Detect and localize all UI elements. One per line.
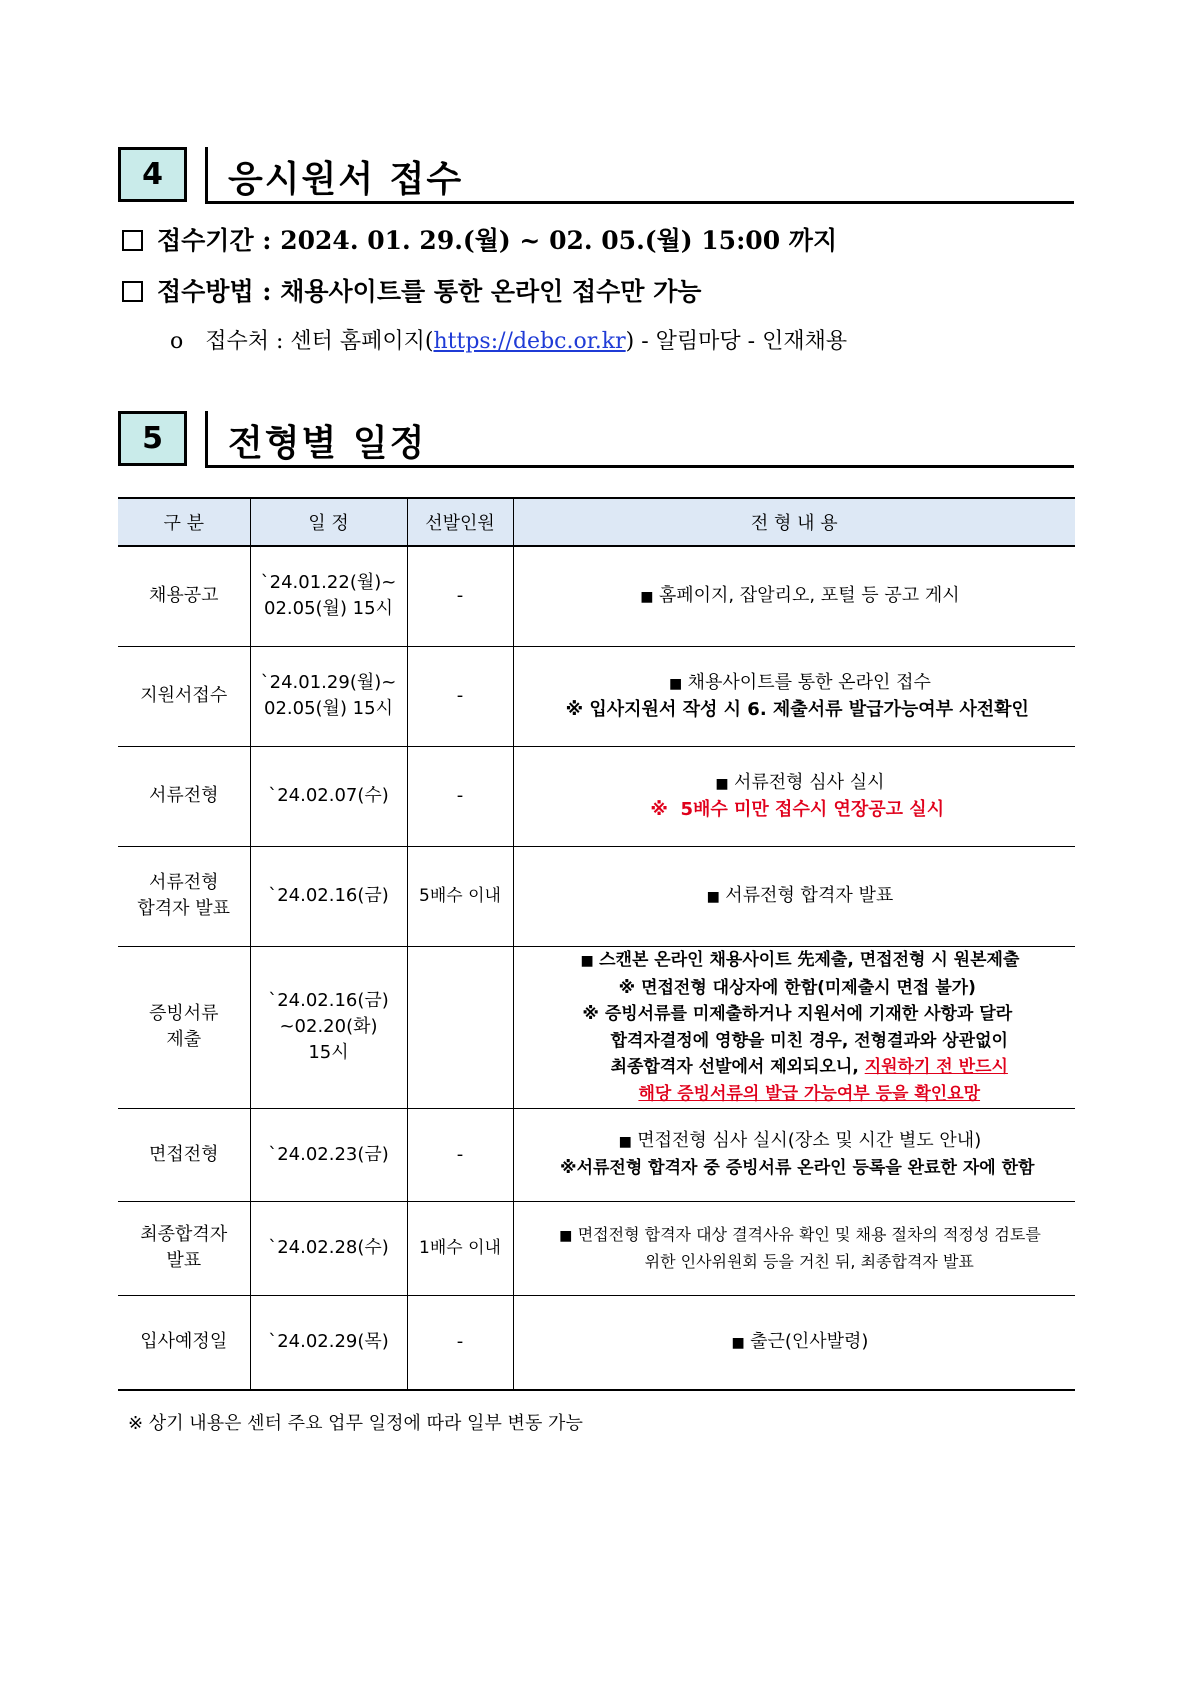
square-bullet-icon: ■ xyxy=(715,775,729,792)
date-cell xyxy=(250,546,407,646)
table-row xyxy=(118,1201,1075,1295)
header-content: 전 형 내 용 xyxy=(513,498,1075,546)
count-cell: - xyxy=(407,1108,513,1201)
content-cell xyxy=(513,846,1075,946)
table-header-row xyxy=(118,498,1075,546)
stage-cell: 면접전형 xyxy=(118,1108,250,1201)
content-cell xyxy=(513,546,1075,646)
note-text: 입사지원서 작성 시 6. 제출서류 발급가능여부 사전확인 xyxy=(589,698,1029,720)
bullet-text: 면접전형 합격자 대상 결격사유 확인 및 채용 절차의 적정성 검토를 xyxy=(577,1225,1041,1244)
count-cell: - xyxy=(407,646,513,746)
date-line: ~02.20(화) xyxy=(279,1016,378,1037)
stage-line: 증빙서류 xyxy=(148,1003,219,1024)
section-divider-bar xyxy=(205,411,208,468)
note-text: 서류전형 합격자 중 증빙서류 온라인 등록을 완료한 자에 한함 xyxy=(576,1158,1035,1178)
application-place-suffix: ) - 알림마당 - 인재채용 xyxy=(625,329,848,354)
reference-mark-icon: ※ xyxy=(650,798,668,820)
note-continuation xyxy=(528,1054,1068,1081)
section-4-heading xyxy=(118,147,1074,204)
bullet-item xyxy=(528,947,1068,975)
application-method-text: 접수방법 : 채용사이트를 통한 온라인 접수만 가능 xyxy=(157,277,702,306)
table-row xyxy=(118,946,1075,1108)
count-cell: 5배수 이내 xyxy=(407,846,513,946)
section-title: 전형별 일정 xyxy=(228,423,427,464)
stage-line: 합격자 발표 xyxy=(137,898,231,919)
circle-bullet-icon: o xyxy=(170,329,184,354)
reference-mark-icon: ※ xyxy=(560,1158,577,1178)
stage-cell: 지원서접수 xyxy=(118,646,250,746)
note-item xyxy=(528,1155,1068,1181)
content-cell xyxy=(513,746,1075,846)
stage-line: 최종합격자 xyxy=(140,1224,228,1245)
bullet-item xyxy=(528,670,1068,697)
date-cell xyxy=(250,646,407,746)
content-cell xyxy=(513,646,1075,746)
count-cell: - xyxy=(407,746,513,846)
stage-cell: 채용공고 xyxy=(118,546,250,646)
table-row xyxy=(118,746,1075,846)
content-cell xyxy=(513,1295,1075,1390)
checkbox-square-icon xyxy=(122,281,143,302)
section-underline xyxy=(205,465,1074,468)
section-number-badge: 4 xyxy=(118,147,187,202)
bullet-text: 면접전형 심사 실시(장소 및 시간 별도 안내) xyxy=(637,1130,982,1151)
checkbox-square-icon xyxy=(122,230,143,251)
header-stage: 구 분 xyxy=(118,498,250,546)
section-divider-bar xyxy=(205,147,208,204)
stage-cell: 입사예정일 xyxy=(118,1295,250,1390)
footnote: ※ 상기 내용은 센터 주요 업무 일정에 따라 일부 변동 가능 xyxy=(128,1413,583,1434)
bullet-text: 홈페이지, 잡알리오, 포털 등 공고 게시 xyxy=(658,584,960,606)
bullet-item xyxy=(528,1222,1068,1249)
header-count: 선발인원 xyxy=(407,498,513,546)
date-line: 15시 xyxy=(308,1042,349,1063)
stage-line: 발표 xyxy=(166,1250,202,1271)
bullet-text: 출근(인사발령) xyxy=(750,1330,869,1352)
square-bullet-icon: ■ xyxy=(706,888,720,905)
square-bullet-icon: ■ xyxy=(669,675,683,692)
section-underline xyxy=(205,201,1074,204)
square-bullet-icon: ■ xyxy=(580,953,594,969)
stage-cell xyxy=(118,1201,250,1295)
bullet-text: 채용사이트를 통한 온라인 접수 xyxy=(687,671,931,693)
note-item xyxy=(528,1001,1068,1028)
note-item xyxy=(528,975,1068,1002)
reference-mark-icon: ※ xyxy=(582,1004,599,1024)
reference-mark-icon: ※ xyxy=(565,698,584,720)
square-bullet-icon: ■ xyxy=(731,1334,745,1351)
table-row xyxy=(118,1108,1075,1201)
stage-line: 제출 xyxy=(166,1029,202,1050)
application-method xyxy=(122,272,701,308)
square-bullet-icon: ■ xyxy=(640,588,654,605)
date-cell: `24.02.28(수) xyxy=(250,1201,407,1295)
note-item xyxy=(528,697,1068,723)
content-cell xyxy=(513,946,1075,1108)
date-cell: `24.02.16(금) xyxy=(250,846,407,946)
date-cell: `24.02.07(수) xyxy=(250,746,407,846)
application-period xyxy=(122,221,837,257)
date-line: `24.02.16(금) xyxy=(268,990,389,1011)
homepage-link[interactable]: https://debc.or.kr xyxy=(433,329,626,354)
date-line: 02.05(월) 15시 xyxy=(264,598,393,620)
bullet-text: 스캔본 온라인 채용사이트 先제출, 면접전형 시 원본제출 xyxy=(599,950,1020,970)
date-cell: `24.02.23(금) xyxy=(250,1108,407,1201)
application-place xyxy=(170,324,847,355)
date-cell: `24.02.29(목) xyxy=(250,1295,407,1390)
bullet-item xyxy=(528,583,1068,610)
stage-cell: 서류전형 xyxy=(118,746,250,846)
note-item-red xyxy=(528,797,1068,823)
count-cell xyxy=(407,946,513,1108)
content-cell xyxy=(513,1108,1075,1201)
note-text: 면접전형 대상자에 한함(미제출시 면접 불가) xyxy=(641,977,976,998)
note-warning-text: 해당 증빙서류의 발급 가능여부 등을 확인요망 xyxy=(638,1083,981,1104)
bullet-continuation: 위한 인사위원회 등을 거친 뒤, 최종합격자 발표 xyxy=(644,1252,974,1271)
date-cell xyxy=(250,946,407,1108)
bullet-text: 서류전형 합격자 발표 xyxy=(725,884,894,906)
section-title: 응시원서 접수 xyxy=(228,159,464,200)
section-5-heading xyxy=(118,411,1074,468)
application-period-text: 접수기간 : 2024. 01. 29.(월) ~ 02. 05.(월) 15:00 까지 xyxy=(157,226,838,255)
count-cell: 1배수 이내 xyxy=(407,1201,513,1295)
note-text: 5배수 미만 접수시 연장공고 실시 xyxy=(680,798,945,820)
note-warning-text: 지원하기 전 반드시 xyxy=(864,1057,1008,1077)
bullet-text: 서류전형 심사 실시 xyxy=(733,771,885,793)
schedule-table xyxy=(118,497,1075,1391)
square-bullet-icon: ■ xyxy=(559,1228,573,1244)
table-row xyxy=(118,546,1075,646)
square-bullet-icon: ■ xyxy=(618,1134,632,1150)
bullet-item xyxy=(528,1329,1068,1356)
date-line: `24.01.22(월)~ xyxy=(260,572,397,594)
reference-mark-icon: ※ xyxy=(618,977,636,998)
note-text: 증빙서류를 미제출하거나 지원서에 기재한 사항과 달라 xyxy=(604,1004,1013,1024)
count-cell: - xyxy=(407,546,513,646)
bullet-item xyxy=(528,883,1068,910)
count-cell: - xyxy=(407,1295,513,1390)
stage-cell xyxy=(118,846,250,946)
application-place-prefix: 접수처 : 센터 홈페이지( xyxy=(205,329,434,354)
header-date: 일 정 xyxy=(250,498,407,546)
note-text: 최종합격자 선발에서 제외되오니, xyxy=(610,1057,865,1077)
date-line: 02.05(월) 15시 xyxy=(264,698,393,719)
content-cell xyxy=(513,1201,1075,1295)
date-line: `24.01.29(월)~ xyxy=(260,672,397,693)
table-row xyxy=(118,846,1075,946)
table-row xyxy=(118,1295,1075,1390)
table-row xyxy=(118,646,1075,746)
stage-cell xyxy=(118,946,250,1108)
section-number-badge: 5 xyxy=(118,411,187,466)
note-continuation: 합격자결정에 영향을 미친 경우, 전형결과와 상관없이 xyxy=(610,1030,1008,1051)
bullet-item xyxy=(528,1128,1068,1155)
stage-line: 서류전형 xyxy=(148,872,219,893)
bullet-item xyxy=(528,770,1068,797)
